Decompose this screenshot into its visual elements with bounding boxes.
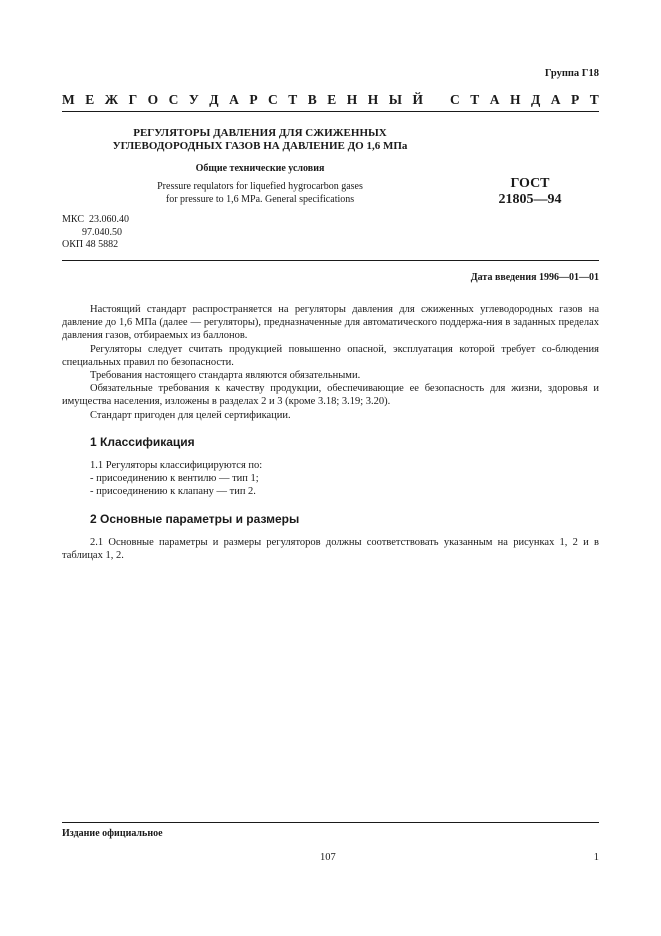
banner-letter: С [450,92,460,107]
intro-paragraph: Обязательные требования к качеству продукции, обеспечивающие ее безопасность для жизни, здоровья и имущества населения, изложены в разделах 2 и 3 (кроме 3.18; 3.19; 3.20). [62,383,599,408]
banner-letter: С [168,92,179,107]
document-subtitle: Общие технические условия [195,163,325,174]
footer-rule [62,822,599,823]
banner-letter: Ж [104,92,119,107]
banner-letter: М [62,92,75,107]
section-1-heading: 1 Классификация [90,434,195,449]
section-2-heading: 2 Основные параметры и размеры [90,511,300,526]
banner-letter: Е [85,92,95,107]
banner-letter: О [147,92,159,107]
list-item: - присоединению к клапану — тип 2. [90,486,256,498]
section-1-content [62,459,599,499]
banner-letter: В [307,92,317,107]
banner-letter: Р [571,92,580,107]
banner-letter: Т [589,92,599,107]
banner-letter: Й [412,92,424,107]
banner-letter: Н [509,92,521,107]
list-item: - присоединению к вентилю — тип 1; [90,473,259,485]
intro-paragraph: Стандарт пригоден для целей сертификации. [90,409,291,421]
section-1-lead: 1.1 Регуляторы классифицируются по: [90,460,263,472]
intro-paragraph: Регуляторы следует считать продукцией повышенно опасной, эксплуатация которой требует со-блюдения специальных правил по безопасности. [62,343,599,368]
effective-date: Дата введения 1996—01—01 [470,272,599,283]
intro-paragraph: Настоящий стандарт распространяется на регуляторы давления для сжиженных углеводородных газов на давление до 1,6 МПа (далее — регуляторы), предназначенные для автоматического поддержа-ния в заданных пределах давления газов, отбираемых из баллонов. [62,304,599,342]
banner-letter: А [229,92,239,107]
banner-letter: Д [209,92,219,107]
section-2-text: 2.1 Основные параметры и размеры регуляторов должны соответствовать указанным на рисунках 1, 2 и в таблицах 1, 2. [62,536,599,562]
page-corner-number: 1 [593,852,599,863]
banner-letter: Г [128,92,138,107]
banner-letter: У [188,92,199,107]
english-title-line-1: Pressure requlators for liquefied hygrocarbon gases [157,181,363,192]
gost-label: ГОСТ [510,176,550,191]
okp-code: ОКП 48 5882 [62,239,119,250]
banner-letter: Р [249,92,258,107]
banner-letter: Т [470,92,480,107]
top-rule [62,111,599,112]
banner-letter: С [268,92,278,107]
intro-paragraph: Требования настоящего стандарта являются обязательными. [90,370,361,382]
banner-letter: Д [530,92,541,107]
gost-number: 21805—94 [498,192,562,207]
header-bottom-rule [62,260,599,261]
banner-letter [434,92,440,108]
banner-letter: А [489,92,500,107]
interstate-standard-banner [62,92,599,108]
english-title-line-2: for pressure to 1,6 MPa. General specifications [165,194,355,205]
mks-code-2: 97.040.50 [62,226,122,238]
mks-code-1: МКС 23.060.40 [62,214,129,225]
official-edition-note: Издание официальное [62,828,163,839]
gost-designation [480,176,580,208]
banner-letter: А [550,92,561,107]
banner-letter: Е [327,92,337,107]
document-title [100,127,420,153]
group-code: Группа Г18 [544,68,599,79]
banner-letter: Н [367,92,379,107]
document-body [62,303,599,562]
english-title [120,180,400,206]
banner-letter: Ы [388,92,403,107]
banner-letter: Т [288,92,298,107]
page-number: 107 [320,852,336,863]
banner-letter: Н [346,92,358,107]
title-line-2: УГЛЕВОДОРОДНЫХ ГАЗОВ НА ДАВЛЕНИЕ ДО 1,6 МПа [112,140,408,152]
title-line-1: РЕГУЛЯТОРЫ ДАВЛЕНИЯ ДЛЯ СЖИЖЕННЫХ [133,127,387,139]
classification-codes [62,214,129,252]
